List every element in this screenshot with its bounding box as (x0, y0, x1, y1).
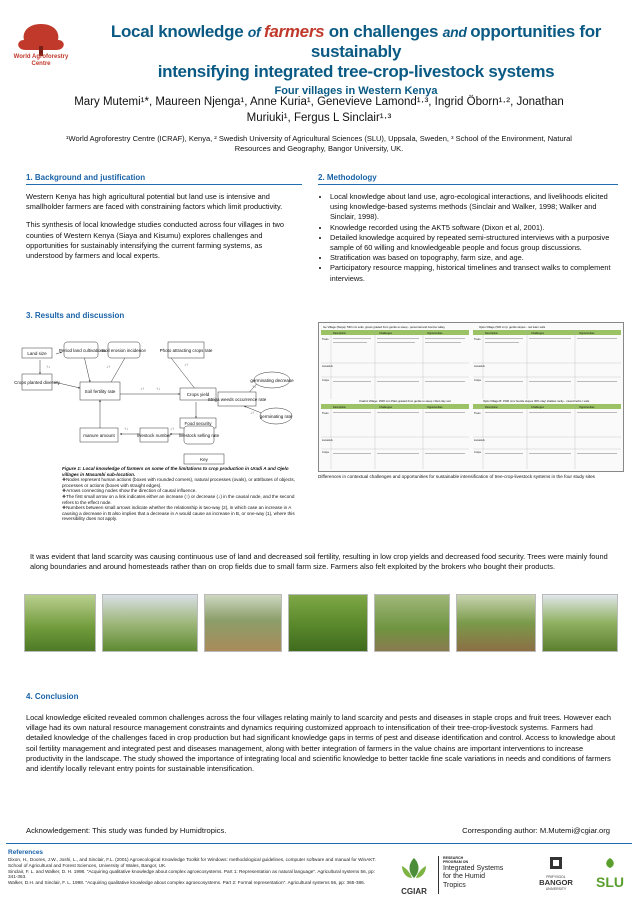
node-land-size: Land size (27, 351, 47, 356)
bangor-logo (530, 856, 582, 894)
table-col-challenges: Challenges (379, 406, 392, 409)
slu-leaf-icon (590, 857, 630, 869)
table-col-description: Description (333, 332, 346, 335)
section-1-body (26, 192, 298, 269)
affil-line-2: Resources and Geography, Bangor University, UK. (234, 144, 404, 153)
table-row-label: Crops (322, 379, 329, 382)
figure-caption-item: ❖Nodes represent human actions (boxes with rounded corners), natural processes (ovals), or attributes of objects, processes or actions (boxes with straight edges). (62, 477, 295, 488)
methodology-item: • Participatory resource mapping, historical timelines and transect walks to complement interviews. (330, 263, 624, 283)
footer-rule (6, 843, 632, 844)
node-striga: Striga weeds occurrence rate (207, 397, 267, 402)
table-col-challenges: Challenges (531, 332, 544, 335)
causal-diagram (14, 336, 302, 466)
logo-bangor-line: BANGOR (539, 878, 573, 887)
table-col-challenges: Challenges (379, 332, 392, 335)
methodology-item: • Local knowledge about land use, agro-ecological interactions, and livelihoods elicited using knowledge-based systems methods (Sinclair and Walker, 1998; Walker and Sinclair, 1998). (330, 192, 624, 223)
link-sign: ↓↑ (250, 410, 254, 415)
affil-line-1: ¹World Agroforestry Centre (ICRAF), Kenya, ² Swedish University of Agricultural Sciences (SLU), Uppsala, Sweden, ³ School of the Environment, Natural (66, 134, 572, 143)
humidtropics-logo (438, 856, 529, 894)
logo-rp-line: RESEARCH (443, 856, 464, 860)
authors (20, 94, 618, 126)
methodology-list (318, 192, 624, 284)
cgiar-logo-text: CGIAR (401, 887, 427, 896)
figure-caption-item: ❖The first small arrow on a link indicates either an increase (↑) or decrease (↓) in the causal node, and the second refers to the effect node. (62, 493, 295, 505)
title-line-2: intensifying integrated tree-crop-livestock systems (157, 62, 555, 81)
references (8, 857, 378, 886)
node-soil-erosion: Soil erosion incidence (102, 348, 146, 353)
poster-title (80, 22, 632, 97)
node-period-land: Period land cultivation (58, 348, 104, 353)
link-sign: ↑↓ (46, 364, 50, 369)
link-sign: ↓↑ (184, 362, 188, 367)
cgiar-logo (396, 856, 432, 894)
table-col-opportunities: Opportunities (579, 406, 595, 409)
title-part: and (442, 24, 471, 40)
link-sign: ↓↑ (106, 364, 110, 369)
corresponding-author: Corresponding author: M.Mutemi@cgiar.org (462, 826, 610, 835)
photo-maize-field (24, 594, 96, 652)
section-1-paragraph-2: This synthesis of local knowledge studies conducted across four villages in two counties of Western Kenya (Siaya and Kisumu) explores challenges and opportunities for sustainably intensifying the current farming systems, as understood by farmers and local experts. (26, 220, 284, 261)
table-row-label: Trees (322, 338, 329, 341)
figure-caption-item: ❖Numbers between small arrows indicate whether the relationship is two-way (2), in which case an increase in A causing a decrease in B also implies that a decrease in A would cause an increase in B, or one-way (1), where this reversibility does not apply. (62, 505, 295, 522)
node-manure: manure amount (83, 433, 115, 438)
table-row-label: Livestock (322, 365, 333, 368)
node-key: Key (200, 457, 208, 462)
title-part: opportunities (470, 22, 580, 41)
logo-rp-line: for the Humid (443, 873, 486, 881)
photo-landscape (542, 594, 618, 652)
references-heading: References (8, 849, 44, 856)
logo-rp-line: PROGRAM ON (443, 860, 469, 865)
table-caption: Differences in contextual challenges and opportunities for sustainable intensification of tree-crop-livestock systems in the four study sites (318, 474, 595, 479)
table-col-challenges: Challenges (531, 406, 544, 409)
methodology-item: • Stratification was based on topography, farm size, and age. (330, 253, 624, 263)
table-row-label: Crops (474, 451, 481, 454)
table-row-label: Livestock (474, 439, 485, 442)
node-livestock-number: livestock number (137, 433, 171, 438)
methodology-item: • Detailed knowledge acquired by repeated semi-structured interviews with a purposive sample of 60 willing and knowledgeable people and focus group discussions. (330, 233, 624, 253)
reference-item: Walker, D.H. and Sinclair, F. L. 1998. "Acquiring qualitative knowledge about complex agroecosystems. Part 2: Formal representation". Agricultural systems 56, pp: 365-386. (8, 880, 365, 886)
title-part: for sustainably (310, 22, 602, 61)
methodology-item: • Knowledge recorded using the AKT5 software (Dixon et al, 2001). (330, 223, 624, 233)
node-germ-rate: germinating rate (259, 414, 293, 419)
title-part: Local knowledge (110, 22, 248, 41)
title-part: of (247, 24, 265, 40)
node-photo-crops: Photo attracting crops rate (159, 348, 213, 353)
node-food-security: Food security (184, 421, 212, 426)
bangor-crest-icon (548, 856, 564, 870)
slu-logo-text: SLU (596, 874, 624, 890)
logo-bangor-line: PRIFYSGOL (546, 875, 566, 879)
comparison-table-svg (319, 323, 623, 471)
authors-line-1: Mary Mutemi¹*, Maureen Njenga¹, Anne Kuria¹, Genevieve Lamond¹·³, Ingrid Öborn¹·², Jonathan (74, 96, 564, 108)
table-col-opportunities: Opportunities (427, 406, 443, 409)
link-sign: ↑↓ (156, 386, 160, 391)
table-row-label: Trees (322, 412, 329, 415)
node-crops-planted: Crops planted diversity (14, 380, 60, 385)
table-row-label: Crops (322, 451, 329, 454)
table-col-opportunities: Opportunities (427, 332, 443, 335)
logo-rp-line: Integrated Systems (443, 864, 504, 872)
section-3-heading: 3. Results and discussion (26, 311, 125, 320)
comparison-table (318, 322, 624, 472)
conclusion-text: Local knowledge elicited revealed common challenges across the four villages relating mainly to land scarcity and pests and diseases in staple crops and fruit trees. However each village had its own natural resource management constraints and dynamics requiring customized approach to intensification of their tree-crop-livestock systems. Farmers had detailed knowledge of the challenges faced in crop production but had significant knowledge gaps in terms of pest and disease identification and control. Access to knowledge about soil fertility management and integrated pest and diseases management, along with better integration of farmers in the value chains are important interventions to increase productivity in the landscape. The study showed the importance of integrating local and scientific knowledge to better tackle fine scale variations in needs and conditions of farmers and identify locally relevant entry points for sustainable intensification. (26, 713, 616, 774)
table-row-label: Trees (474, 338, 481, 341)
figure-caption-title: Figure 1: Local knowledge of farmers on some of the limitations to crop production in Uradi A and Ojelo villages in Masumbi sub-location. (62, 466, 289, 477)
link-sign: ↓↑ (140, 386, 144, 391)
photo-banana (288, 594, 368, 652)
table-row-label: Crops (474, 379, 481, 382)
causal-diagram-svg (14, 336, 302, 466)
logo-bangor-line: UNIVERSITY (545, 887, 567, 892)
link-sign: ↑↓ (124, 426, 128, 431)
table-col-description: Description (485, 406, 498, 409)
section-2-rule (318, 184, 618, 185)
photo-farm-people (374, 594, 450, 652)
section-2-heading: 2. Methodology (318, 173, 377, 182)
node-livestock-selling: livestock selling rate (178, 433, 220, 438)
table-title-left: Ge Village (Siaya): 530 mm soils, grows graded from gentle to steep - perennial and riverine valley (323, 325, 445, 329)
table-title-left-2: Uradi A Village: 1500 mm Plain graded from gentle to steep / Red clay soil (359, 399, 451, 403)
reference-item: Dixon, H., Doores, J.W., Joshi, L., and Sinclair, F.L. (2001) Agroecological Knowledge Toolkit for Windows: methodological guidelines, computer software and manual for WinAKT. School of Agricultural and Forest Sciences, University of Wales, Bangor, UK. (8, 857, 377, 868)
table-row-label: Trees (474, 412, 481, 415)
link-sign: ↓↑ (170, 426, 174, 431)
authors-line-2: Muriuki¹, Fergus L Sinclair¹·³ (246, 112, 392, 124)
table-title-right-2: Ojolo Village B: 1500 mm/ Gentle slopes 30% clay/ shallow rocky - mixed herbs / soils (483, 399, 590, 403)
section-4-heading: 4. Conclusion (26, 692, 79, 701)
table-row-label: Livestock (474, 365, 485, 368)
cgiar-leaf-icon (396, 856, 432, 882)
photo-livestock (204, 594, 282, 652)
logo-rp-line: Tropics (443, 881, 466, 889)
world-agroforestry-logo (6, 20, 76, 72)
title-part-farmers: farmers (264, 22, 325, 41)
reference-item: Sinclair, F. L. and Walker, D. H. 1998. "Acquiring qualitative knowledge about complex agroecosystems. Part 1: Representation as natural language". Agricultural systems 56, pp: 341-363. (8, 868, 375, 880)
table-row-label: Livestock (322, 439, 333, 442)
title-line-1 (80, 22, 632, 62)
results-summary: It was evident that land scarcity was causing continuous use of land and decreased soil fertility, resulting in low crop yields and decreased food security. Trees were mainly found along boundaries and around homesteads rather than on crop fields due to small farm size. Farmers also felt exploited by the brokers who bought their products. (30, 552, 608, 572)
node-crops-yield: Crops yield (186, 392, 210, 397)
node-soil-fertility: Soil fertility rate (84, 389, 116, 394)
figure-caption (62, 466, 302, 522)
poster-subtitle: Four villages in Western Kenya (274, 85, 438, 97)
table-col-opportunities: Opportunities (579, 332, 595, 335)
section-1-heading: 1. Background and justification (26, 173, 146, 182)
table-title-right: Ojelo Village (530 mm): gentle slopes - red loam soils (479, 325, 546, 329)
link-sign: ↑↓ (252, 384, 256, 389)
slu-logo (590, 856, 630, 894)
table-col-description: Description (333, 406, 346, 409)
section-1-paragraph-1: Western Kenya has high agricultural potential but land use is intensive and smallholder farmers are faced with constraining factors which limit productivity. (26, 192, 283, 212)
section-1-rule (26, 184, 302, 185)
logo-text: World Agroforestry Centre (13, 54, 69, 67)
photo-trees-homestead (102, 594, 198, 652)
acknowledgement: Acknowledgement: This study was funded by Humidtropics. (26, 826, 227, 835)
title-part: on challenges (324, 22, 443, 41)
affiliations (20, 134, 618, 154)
table-col-description: Description (485, 332, 498, 335)
figure-caption-item: ❖Arrows connecting nodes show the direction of causal influence. (62, 488, 197, 494)
photo-cow (456, 594, 536, 652)
node-germ-decrease: germinating decrease (250, 378, 294, 383)
